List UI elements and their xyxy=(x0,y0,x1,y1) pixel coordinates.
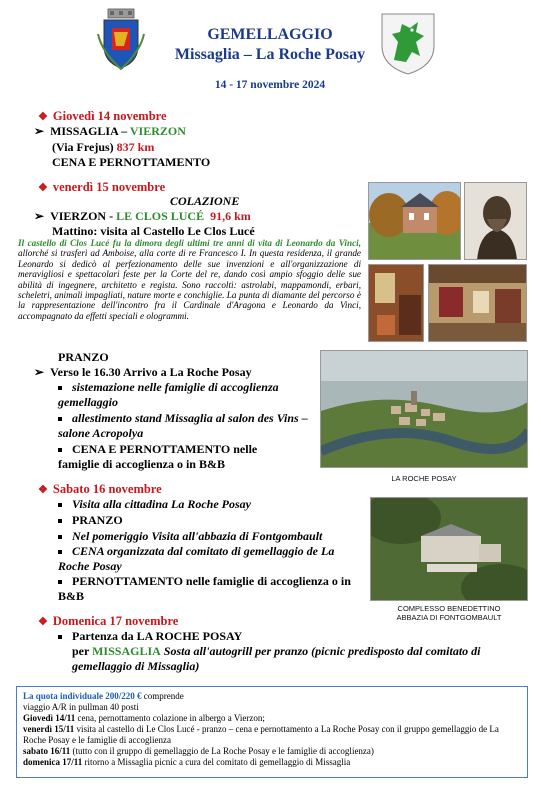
thursday-stay: CENA E PERNOTTAMENTO xyxy=(52,155,211,169)
friday-morning-visit: Mattino: visita al Castello Le Clos Lucé xyxy=(52,224,255,238)
day-heading-saturday: ❖ Sabato 16 novembre xyxy=(38,482,162,496)
footer-line: sabato 16/11 (tutto con il gruppo di gemellaggio de La Roche Posay e le famiglie di accoglienza) xyxy=(23,746,374,756)
friday-route: ➢ VIERZON - LE CLOS LUCÉ 91,6 km xyxy=(34,209,251,223)
saturday-item: Nel pomeriggio Visita all'abbazia di Fontgombault xyxy=(58,529,322,544)
missaglia-crest-icon xyxy=(96,8,146,70)
saturday-item: CENA organizzata dal comitato di gemellaggio de La Roche Posay xyxy=(58,544,335,573)
diamond-bullet-icon: ❖ xyxy=(38,484,48,496)
sunday-return: per MISSAGLIA Sosta all'autogrill per pranzo (picnic predisposto dal comitato di gemellaggio di Missaglia) xyxy=(72,644,481,673)
day-heading-thursday: ❖ Giovedì 14 novembre xyxy=(38,109,167,123)
day-heading-friday: ❖ venerdì 15 novembre xyxy=(38,180,166,194)
saturday-item: Visita alla cittadina La Roche Posay xyxy=(58,497,251,512)
friday-arrival: ➢ Verso le 16.30 Arrivo a La Roche Posay xyxy=(34,365,252,379)
friday-item: CENA E PERNOTTAMENTO nelle famiglie di accoglienza o in B&B xyxy=(58,442,258,471)
friday-item: sistemazione nelle famiglie di accoglienza gemellaggio xyxy=(58,380,279,409)
friday-lunch: PRANZO xyxy=(58,350,109,364)
abbey-caption-line-1: COMPLESSO BENEDETTINO xyxy=(397,604,501,613)
footer-line: Giovedì 14/11 cena, pernottamento colazione in albergo a Vierzon; xyxy=(23,713,265,723)
diamond-bullet-icon: ❖ xyxy=(38,111,48,123)
footer-line: venerdì 15/11 visita al castello di Le Clos Lucé - pranzo – cena e pernottamento a La Roche Posay con il gruppo gemellaggio de La Roche Posay e le famiglie di accoglienza xyxy=(23,724,499,745)
thursday-distance: (Via Frejus) 837 km xyxy=(52,140,155,154)
diamond-bullet-icon: ❖ xyxy=(38,616,48,628)
clos-luce-interior-photo-2 xyxy=(428,264,527,342)
saturday-item: PERNOTTAMENTO nelle famiglie di accoglienza o in B&B xyxy=(58,574,351,603)
abbey-caption-line-2: ABBAZIA DI FONTGOMBAULT xyxy=(396,613,502,622)
clos-luce-castle-photo xyxy=(368,182,461,260)
friday-item: allestimento stand Missaglia al salon des Vins – salone Acropolya xyxy=(58,411,308,440)
page-title: GEMELLAGGIO xyxy=(207,26,333,43)
footer-line: domenica 17/11 ritorno a Missaglia picnic a cura del comitato di gemellaggio di Missaglia xyxy=(23,757,351,767)
clos-luce-interior-photo-1 xyxy=(368,264,424,342)
sunday-item: Partenza da LA ROCHE POSAY xyxy=(58,629,242,644)
diamond-bullet-icon: ❖ xyxy=(38,182,48,194)
footer-line: viaggio A/R in pullman 40 posti xyxy=(23,702,139,712)
thursday-route: ➢ MISSAGLIA – VIERZON xyxy=(34,124,186,138)
fontgombault-abbey-photo xyxy=(370,497,528,601)
la-roche-posay-caption: LA ROCHE POSAY xyxy=(391,474,457,483)
event-dates: 14 - 17 novembre 2024 xyxy=(214,79,326,91)
clos-luce-description: Il castello di Clos Lucé fu la dimora degli ultimi tre anni di vita di Leonardo da Vinci, allorché si trasferì ad Amboise, alla corte di re Francesco I. In questa residenza, il grande Leonardo si dedicò al perfezionamento delle sue invenzioni e all'organizzazione di meravigliosi e spettacolari feste per la Corte del re, dando così ampio sfoggio delle sue abilità di ingegnere, architetto e regista. Sono raccolti: astrolabi, mappamondi, erbari, scheletri, animali impagliati, nature morte e conchiglie. La punta di diamante del percorso è la rappresentazione dell'incontro fra il Cardinale d'Aragona e Leonardo da Vinci, accompagnato da effetti speciali e ologrammi. xyxy=(18,238,362,321)
quota-line: La quota individuale 200/220 € comprende xyxy=(23,691,184,701)
friday-breakfast: COLAZIONE xyxy=(170,194,240,208)
la-roche-posay-crest-icon xyxy=(380,12,436,76)
price-info-box xyxy=(16,686,528,778)
leonardo-bust-photo xyxy=(464,182,527,260)
day-heading-sunday: ❖ Domenica 17 novembre xyxy=(38,614,179,628)
la-roche-posay-aerial-photo xyxy=(320,350,528,468)
page-subtitle: Missaglia – La Roche Posay xyxy=(174,46,366,63)
saturday-item: PRANZO xyxy=(58,513,123,528)
